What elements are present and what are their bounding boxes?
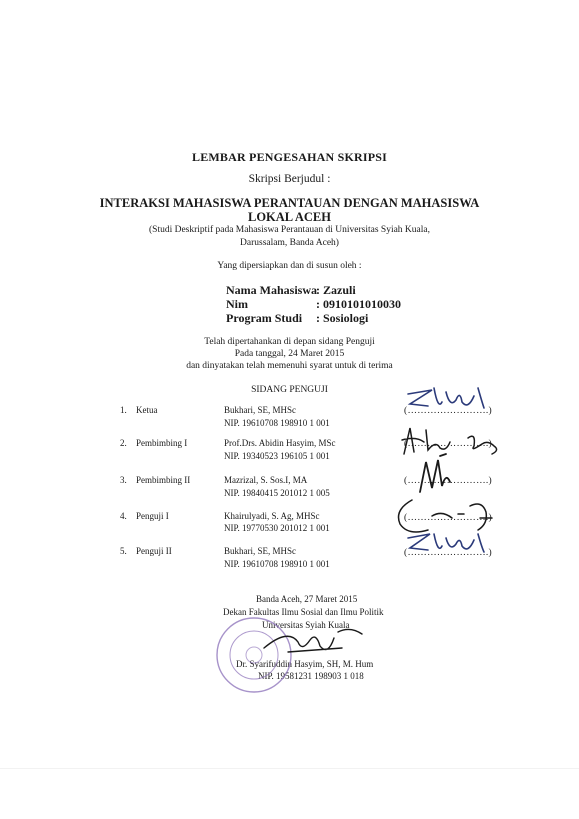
page-title: LEMBAR PENGESAHAN SKRIPSI [191, 150, 388, 164]
university-name: Universitas Syiah Kuala [262, 620, 350, 630]
defense-line-2: Pada tanggal, 24 Maret 2015 [234, 349, 345, 359]
examiner-number: 2. [120, 438, 127, 448]
signature-line: (…………………….) [404, 548, 493, 558]
examiner-number: 4. [120, 511, 127, 521]
student-name-label: Nama Mahasiswa [226, 283, 318, 297]
signature-examiner-5 [398, 528, 498, 562]
examiner-nip: NIP. 19610708 198910 1 001 [224, 559, 330, 569]
signature-examiner-3 [412, 452, 460, 500]
examiner-nip: NIP. 19340523 196105 1 001 [224, 451, 330, 461]
dean-title: Dekan Fakultas Ilmu Sosial dan Ilmu Politik [223, 607, 384, 617]
signature-dean [258, 622, 368, 662]
student-nim-value: : 0910101010030 [316, 297, 401, 311]
examiner-role: Pembimbing I [136, 438, 188, 448]
signature-line: (…………………….) [404, 406, 493, 416]
dean-nip: NIP. 19581231 198903 1 018 [258, 671, 364, 681]
thesis-description-line-1: (Studi Deskriptif pada Mahasiswa Perantauan di Universitas Syiah Kuala, [149, 225, 430, 235]
examiner-name: Mazrizal, S. Sos.I, MA [224, 475, 308, 485]
examiner-number: 1. [120, 405, 127, 415]
examiner-number: 3. [120, 475, 127, 485]
signature-line: (…………………….) [404, 513, 493, 523]
thesis-title-line-2: LOKAL ACEH [247, 210, 331, 224]
signature-line: (…………………….) [404, 476, 493, 486]
defense-line-1: Telah dipertahankan di depan sidang Penguji [204, 337, 375, 347]
examiner-role: Ketua [136, 405, 158, 415]
examiner-nip: NIP. 19770530 201012 1 001 [224, 523, 330, 533]
page-bottom-divider [0, 768, 579, 769]
examiner-number: 5. [120, 546, 127, 556]
signature-line: (…………………….) [404, 439, 493, 449]
examiner-nip: NIP. 19840415 201012 1 005 [224, 488, 330, 498]
student-name-value: : Zazuli [316, 283, 356, 297]
defense-line-3: dan dinyatakan telah memenuhi syarat untuk di terima [186, 361, 393, 371]
thesis-description-line-2: Darussalam, Banda Aceh) [240, 238, 339, 248]
examiner-name: Khairulyadi, S. Ag, MHSc [224, 511, 320, 521]
student-program-label: Program Studi [226, 311, 303, 325]
dean-name: Dr. Syarifuddin Hasyim, SH, M. Hum [236, 659, 374, 669]
examiner-role: Penguji II [136, 546, 172, 556]
subtitle: Skripsi Berjudul : [248, 173, 331, 185]
signature-examiner-1 [398, 382, 498, 420]
examiner-name: Prof.Drs. Abidin Hasyim, MSc [224, 438, 336, 448]
place-date: Banda Aceh, 27 Maret 2015 [256, 594, 358, 604]
examiner-name: Bukhari, SE, MHSc [224, 546, 296, 556]
examiner-role: Penguji I [136, 511, 169, 521]
examiner-role: Pembimbing II [136, 475, 191, 485]
committee-heading: SIDANG PENGUJI [251, 385, 328, 395]
thesis-title-line-1: INTERAKSI MAHASISWA PERANTAUAN DENGAN MAHASISWA [99, 196, 480, 210]
student-nim-label: Nim [226, 297, 248, 311]
prepared-by-text: Yang dipersiapkan dan di susun oleh : [217, 261, 362, 271]
examiner-name: Bukhari, SE, MHSc [224, 405, 296, 415]
student-program-value: : Sosiologi [316, 311, 369, 325]
examiner-nip: NIP. 19610708 198910 1 001 [224, 418, 330, 428]
